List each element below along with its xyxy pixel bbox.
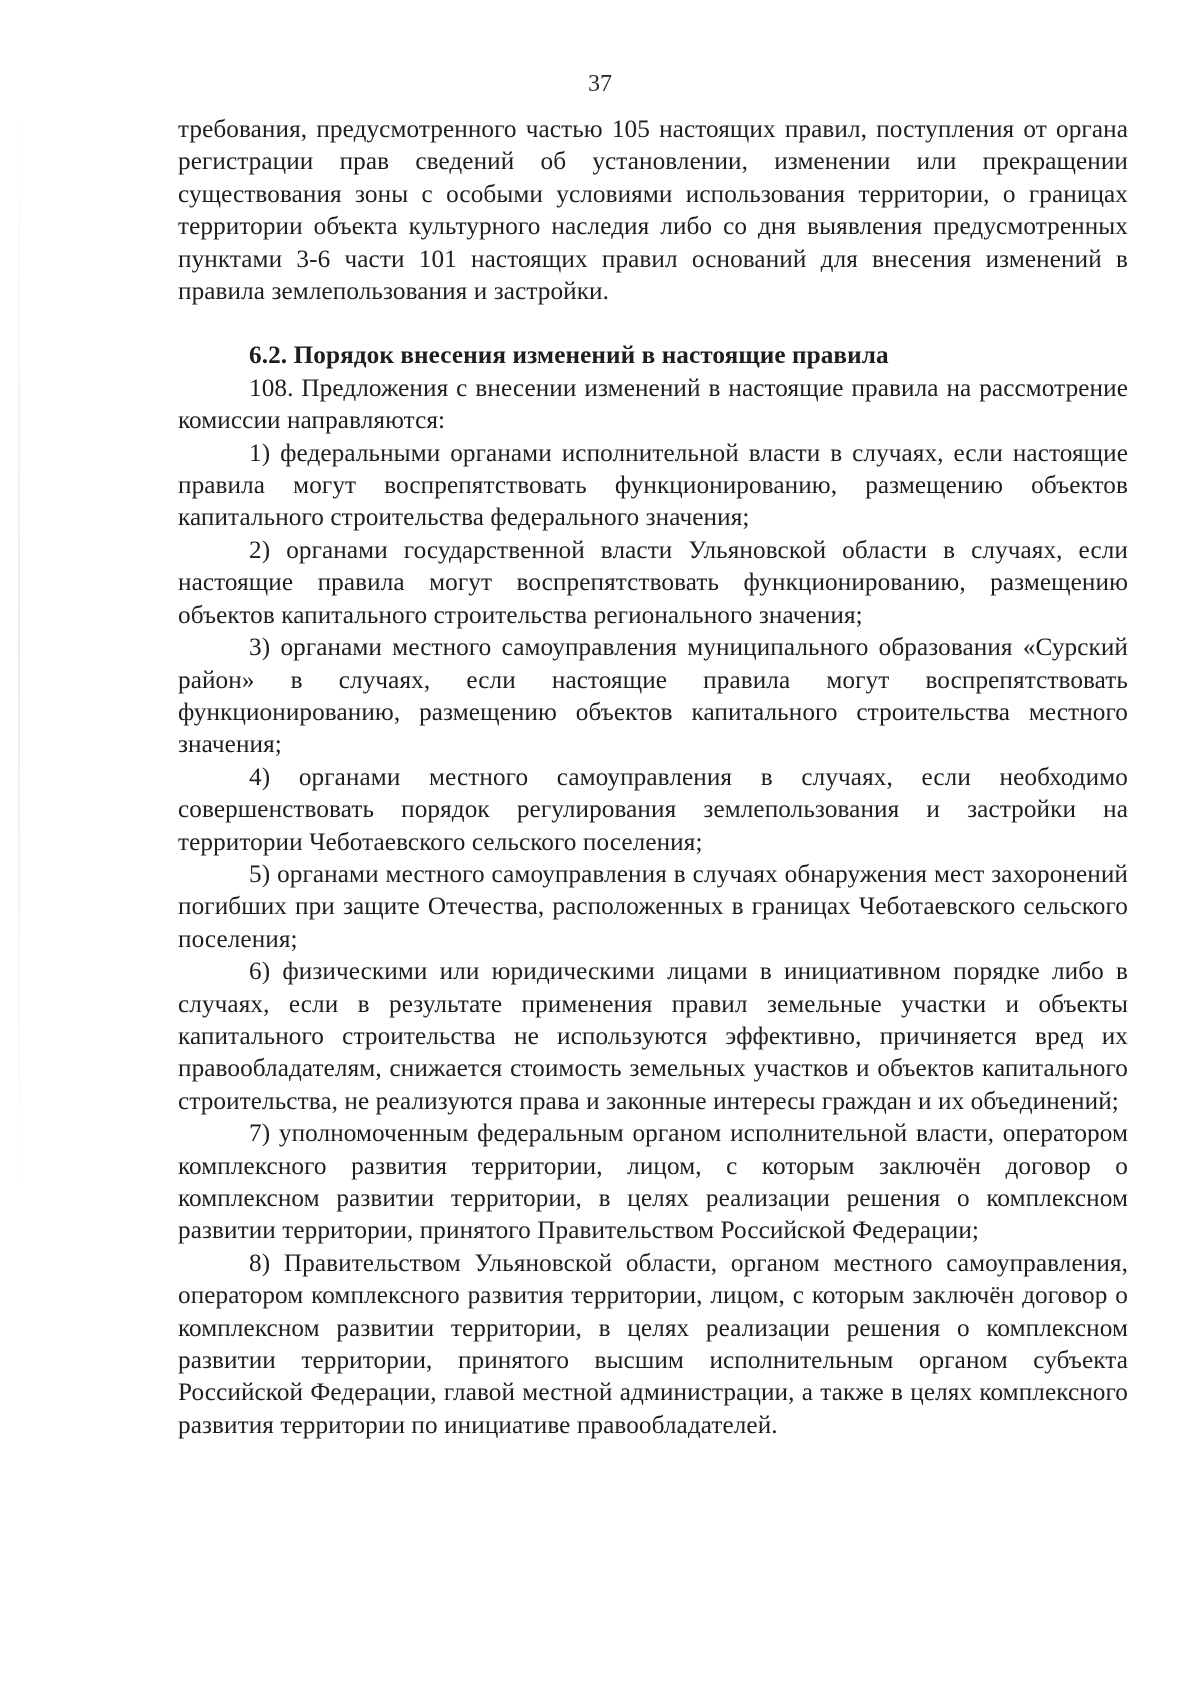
list-item-8: 8) Правительством Ульяновской области, органом местного самоуправления, оператором комплексного развития территории, лицом, с которым заключён договор о комплексном развитии территории, в целях реализации решения о комплексном развитии территории, принятого высшим исполнительным органом субъекта Российской Федерации, главой местной администрации, а также в целях комплексного развития территории по инициативе правообладателей. (178, 1249, 1128, 1439)
list-item-2: 2) органами государственной власти Ульяновской области в случаях, если настоящие правила могут воспрепятствовать функционированию, размещению объектов капитального строительства регионального значения; (178, 536, 1128, 629)
list-item-7: 7) уполномоченным федеральным органом исполнительной власти, оператором комплексного развития территории, лицом, с которым заключён договор о комплексном развитии территории, в целях реализации решения о комплексном развитии территории, принятого Правительством Российской Федерации; (178, 1120, 1128, 1245)
list-item-3: 3) органами местного самоуправления муниципального образования «Сурский район» в случаях, если настоящие правила могут воспрепятствовать функционированию, размещению объектов капитального строительства местного значения; (178, 634, 1128, 759)
paragraph-108: 108. Предложения с внесении изменений в настоящие правила на рассмотрение комиссии направляются: (178, 374, 1128, 435)
scan-edge-shadow (18, 100, 20, 1200)
list-item-1: 1) федеральными органами исполнительной власти в случаях, если настоящие правила могут воспрепятствовать функционированию, размещению объектов капитального строительства федерального значения; (178, 439, 1128, 532)
list-item-6: 6) физическими или юридическими лицами в инициативном порядке либо в случаях, если в результате применения правил земельные участки и объекты капитального строительства не используются эффективно, причиняется вред их правообладателям, снижается стоимость земельных участков и объектов капитального строительства, не реализуются права и законные интересы граждан и их объединений; (178, 958, 1128, 1115)
list-item-5: 5) органами местного самоуправления в случаях обнаружения мест захоронений погибших при защите Отечества, расположенных в границах Чеботаевского сельского поселения; (178, 860, 1128, 953)
intro-paragraph: требования, предусмотренного частью 105 настоящих правил, поступления от органа регистрации прав сведений об установлении, изменении или прекращении существования зоны с особыми условиями использования территории, о границах территории объекта культурного наследия либо со дня выявления предусмотренных пунктами 3-6 части 101 настоящих правил оснований для внесения изменений в правила землепользования и застройки. (178, 116, 1128, 306)
document-body (178, 114, 1128, 1442)
page-number: 37 (588, 71, 612, 97)
list-item-4: 4) органами местного самоуправления в случаях, если необходимо совершенствовать порядок регулирования землепользования и застройки на территории Чеботаевского сельского поселения; (178, 763, 1128, 856)
section-heading: 6.2. Порядок внесения изменений в настоящие правила (249, 342, 889, 370)
